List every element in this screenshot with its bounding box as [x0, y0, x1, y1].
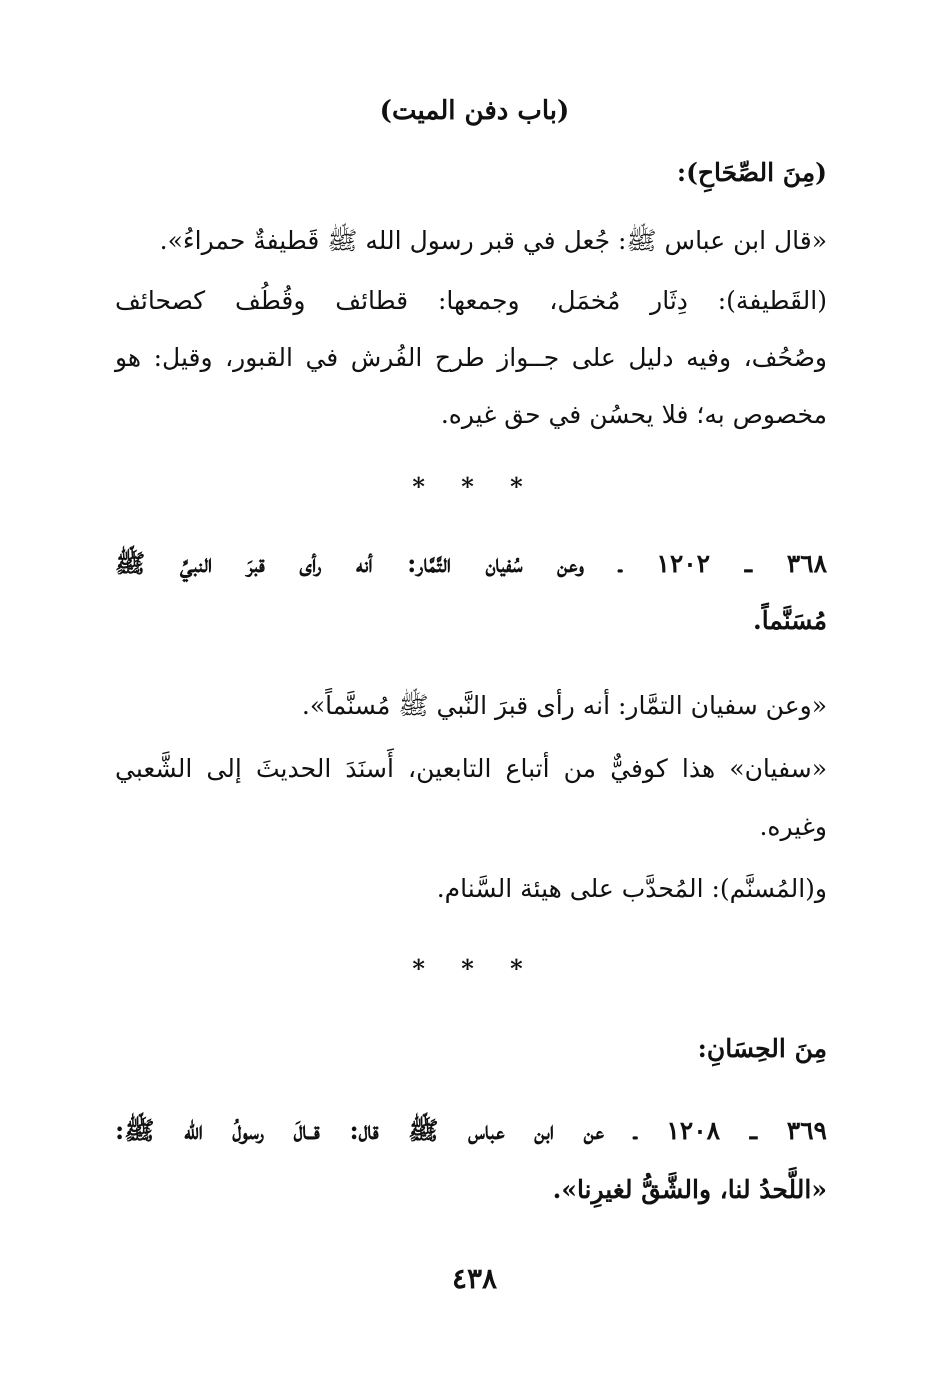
hadith-369-line-2: «اللَّحدُ لنا، والشَّقُّ لغيرِنا».: [552, 1175, 827, 1204]
section-separator: * * *: [412, 472, 537, 501]
page-title: (باب دفن الميت): [379, 96, 570, 126]
section-heading-sihah: (مِنَ الصِّحَاحِ):: [676, 158, 827, 187]
narrator-note-line-2: وغيره.: [759, 812, 827, 841]
section-heading-hisan: مِنَ الحِسَانِ:: [697, 1034, 827, 1063]
commentary-line-3: مخصوص به؛ فلا يحسُن في حق غيره.: [440, 400, 827, 429]
hadith-368-line-2: مُسَنَّماً.: [752, 606, 827, 635]
hadith-text: «قال ابن عباس ﷺ: جُعل في قبر رسول الله ﷺ قَطيفةٌ حمراءُ».: [159, 226, 827, 255]
page-number: ٤٣٨: [451, 1262, 498, 1295]
commentary-line-1: (القَطيفة): دِثَار مُخمَل، وجمعها: قطائف وقُطُف كصحائف: [115, 286, 827, 315]
hadith-369-line-1: ٣٦٩ ـ ١٢٠٨ ـ عن ابن عباس ﷺ قال: قــالَ رسولُ الله ﷺ:: [115, 1116, 827, 1145]
hadith-368-quote: «وعن سفيان التمَّار: أنه رأى قبرَ النَّبي ﷺ مُسنَّماً».: [301, 691, 827, 720]
section-separator: * * *: [412, 954, 537, 983]
hadith-368-line-1: ٣٦٨ ـ ١٢٠٢ ـ وعن سُفيان التَّمَّار: أنه رأى قبرَ النبيِّ ﷺ: [115, 549, 828, 578]
term-definition: و(المُسنَّم): المُحدَّب على هيئة السَّنام.: [436, 874, 827, 903]
commentary-line-2: وصُحُف، وفيه دليل على جــواز طرح الفُرش في القبور، وقيل: هو: [115, 343, 827, 372]
narrator-note-line-1: «سفيان» هذا كوفيٌّ من أتباع التابعين، أَسنَدَ الحديثَ إلى الشَّعبي: [115, 754, 827, 783]
